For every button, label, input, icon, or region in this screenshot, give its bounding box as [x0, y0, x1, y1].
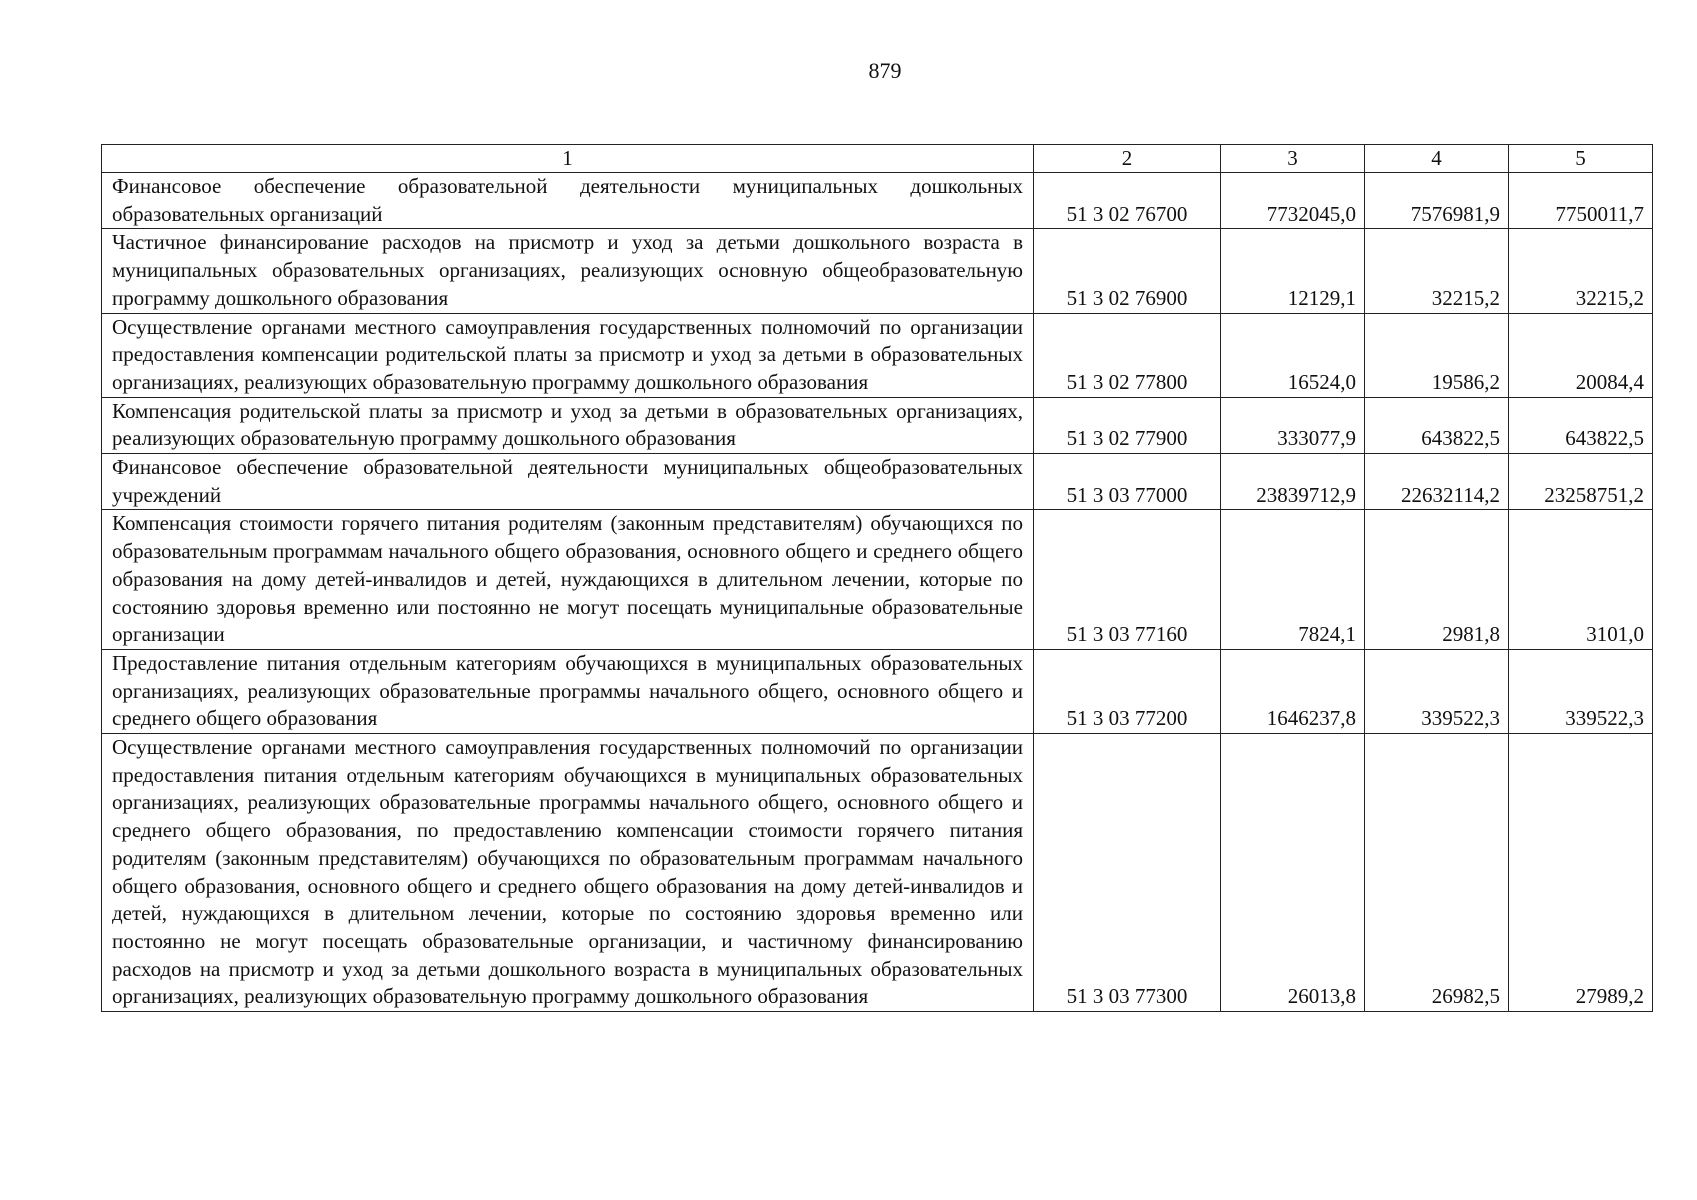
row-value-3: 333077,9 — [1221, 397, 1365, 453]
row-code: 51 3 03 77300 — [1034, 734, 1221, 1012]
row-value-4: 7576981,9 — [1365, 173, 1509, 229]
row-name: Компенсация стоимости горячего питания родителям (законным представителям) обучающихся по образовательным программам начального общего образования, основного общего и среднего общего образования на дому детей-инвалидов и детей, нуждающихся в длительном лечении, которые по состоянию здоровья временно или постоянно не могут посещать муниципальные образовательные организации — [102, 510, 1034, 650]
row-name: Финансовое обеспечение образовательной деятельности муниципальных дошкольных образовательных организаций — [102, 173, 1034, 229]
row-code: 51 3 02 76700 — [1034, 173, 1221, 229]
row-value-3: 1646237,8 — [1221, 649, 1365, 733]
row-value-4: 32215,2 — [1365, 229, 1509, 313]
table-header-row — [102, 145, 1653, 173]
column-header-4: 4 — [1365, 145, 1509, 173]
row-name: Частичное финансирование расходов на присмотр и уход за детьми дошкольного возраста в муниципальных образовательных организациях, реализующих основную общеобразовательную программу дошкольного образования — [102, 229, 1034, 313]
row-name: Осуществление органами местного самоуправления государственных полномочий по организации предоставления компенсации родительской платы за присмотр и уход за детьми в образовательных организациях, реализующих образовательную программу дошкольного образования — [102, 313, 1034, 397]
column-header-5: 5 — [1509, 145, 1653, 173]
table-header — [102, 145, 1653, 173]
table-row — [102, 510, 1653, 650]
table-body — [102, 173, 1653, 1012]
row-value-5: 339522,3 — [1509, 649, 1653, 733]
row-code: 51 3 03 77200 — [1034, 649, 1221, 733]
row-name: Предоставление питания отдельным категориям обучающихся в муниципальных образовательных организациях, реализующих образовательные программы начального общего, основного общего и среднего общего образования — [102, 649, 1034, 733]
row-value-3: 16524,0 — [1221, 313, 1365, 397]
table-row — [102, 173, 1653, 229]
table-row — [102, 397, 1653, 453]
row-code: 51 3 02 77900 — [1034, 397, 1221, 453]
row-code: 51 3 02 77800 — [1034, 313, 1221, 397]
row-value-5: 32215,2 — [1509, 229, 1653, 313]
row-value-4: 19586,2 — [1365, 313, 1509, 397]
row-value-5: 643822,5 — [1509, 397, 1653, 453]
page-number: 879 — [868, 58, 902, 83]
row-code: 51 3 03 77160 — [1034, 510, 1221, 650]
table-row — [102, 313, 1653, 397]
row-value-3: 26013,8 — [1221, 734, 1365, 1012]
table-row — [102, 734, 1653, 1012]
row-value-5: 20084,4 — [1509, 313, 1653, 397]
row-value-4: 643822,5 — [1365, 397, 1509, 453]
column-header-1: 1 — [102, 145, 1034, 173]
row-name: Финансовое обеспечение образовательной деятельности муниципальных общеобразовательных учреждений — [102, 454, 1034, 510]
table-row — [102, 649, 1653, 733]
row-value-4: 26982,5 — [1365, 734, 1509, 1012]
budget-table — [101, 144, 1653, 1012]
row-value-4: 22632114,2 — [1365, 454, 1509, 510]
row-name: Осуществление органами местного самоуправления государственных полномочий по организации предоставления питания отдельным категориям обучающихся в муниципальных образовательных организациях, реализующих образовательные программы начального общего, основного общего и среднего общего образования, по предоставлению компенсации стоимости горячего питания родителям (законным представителям) обучающихся по образовательным программам начального общего образования, основного общего и среднего общего образования на дому детей-инвалидов и детей, нуждающихся в длительном лечении, которые по состоянию здоровья временно или постоянно не могут посещать образовательные организации, и частичному финансированию расходов на присмотр и уход за детьми дошкольного возраста в муниципальных образовательных организациях, реализующих образовательную программу дошкольного образования — [102, 734, 1034, 1012]
table-row — [102, 229, 1653, 313]
table-row — [102, 454, 1653, 510]
row-code: 51 3 03 77000 — [1034, 454, 1221, 510]
row-value-4: 2981,8 — [1365, 510, 1509, 650]
row-value-5: 23258751,2 — [1509, 454, 1653, 510]
row-value-3: 12129,1 — [1221, 229, 1365, 313]
row-value-4: 339522,3 — [1365, 649, 1509, 733]
row-value-3: 7824,1 — [1221, 510, 1365, 650]
row-value-5: 7750011,7 — [1509, 173, 1653, 229]
row-value-5: 3101,0 — [1509, 510, 1653, 650]
column-header-2: 2 — [1034, 145, 1221, 173]
row-name: Компенсация родительской платы за присмотр и уход за детьми в образовательных организациях, реализующих образовательную программу дошкольного образования — [102, 397, 1034, 453]
column-header-3: 3 — [1221, 145, 1365, 173]
row-code: 51 3 02 76900 — [1034, 229, 1221, 313]
row-value-5: 27989,2 — [1509, 734, 1653, 1012]
row-value-3: 23839712,9 — [1221, 454, 1365, 510]
row-value-3: 7732045,0 — [1221, 173, 1365, 229]
